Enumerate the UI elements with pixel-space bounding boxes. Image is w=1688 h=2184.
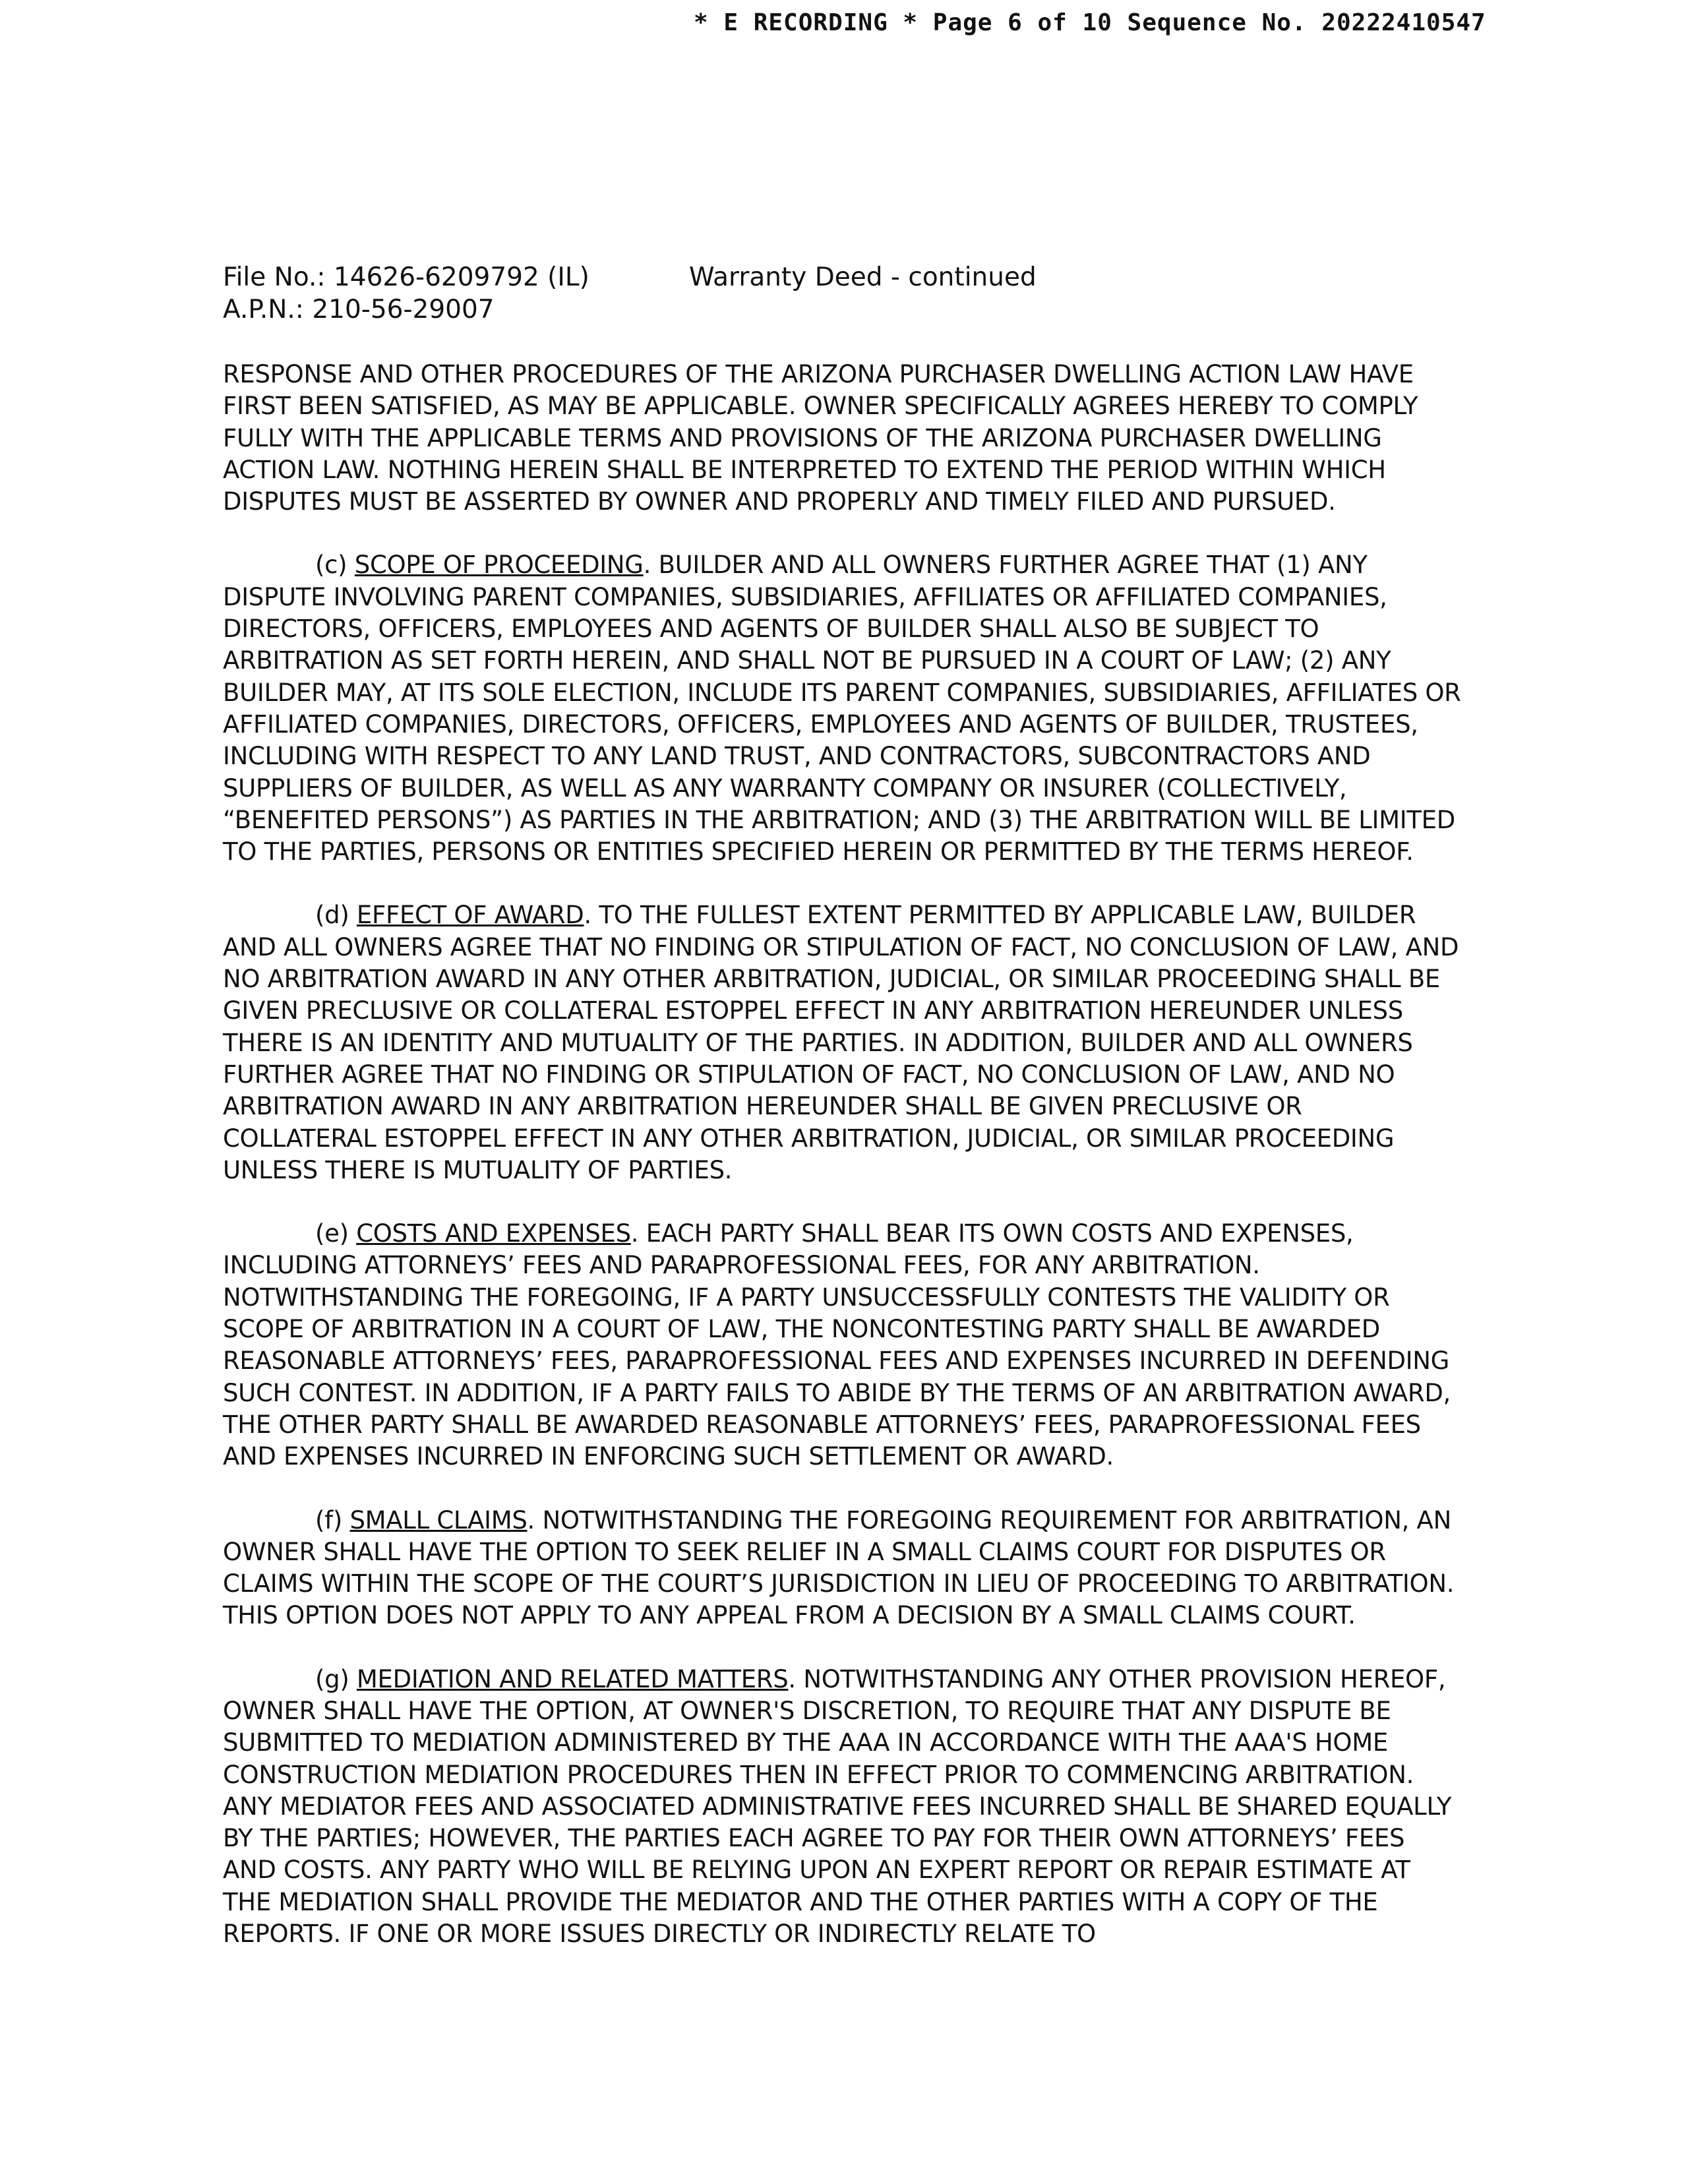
paragraph-scope-of-proceeding — [223, 549, 1462, 868]
paragraph-text: . NOTWITHSTANDING ANY OTHER PROVISION HEREOF, OWNER SHALL HAVE THE OPTION, AT OWNER'S DISCRETION, TO REQUIRE THAT ANY DISPUTE BE SUBMITTED TO MEDIATION ADMINISTERED BY THE AAA IN ACCORDANCE WITH THE AAA'S HOME CONSTRUCTION MEDIATION PROCEDURES THEN IN EFFECT PRIOR TO COMMENCING ARBITRATION. ANY MEDIATOR FEES AND ASSOCIATED ADMINISTRATIVE FEES INCURRED SHALL BE SHARED EQUALLY BY THE PARTIES; HOWEVER, THE PARTIES EACH AGREE TO PAY FOR THEIR OWN ATTORNEYS’ FEES AND COSTS. ANY PARTY WHO WILL BE RELYING UPON AN EXPERT REPORT OR REPAIR ESTIMATE AT THE MEDIATION SHALL PROVIDE THE MEDIATOR AND THE OTHER PARTIES WITH A COPY OF THE REPORTS. IF ONE OR MORE ISSUES DIRECTLY OR INDIRECTLY RELATE TO — [223, 1664, 1452, 1949]
paragraph-prefix: (d) — [315, 901, 357, 930]
recording-header: * E RECORDING * Page 6 of 10 Sequence No. 20222410547 — [694, 9, 1486, 36]
paragraph-heading: COSTS AND EXPENSES — [356, 1219, 631, 1248]
paragraph-text: . TO THE FULLEST EXTENT PERMITTED BY APPLICABLE LAW, BUILDER AND ALL OWNERS AGREE THAT NO FINDING OR STIPULATION OF FACT, NO CONCLUSION OF LAW, AND NO ARBITRATION AWARD IN ANY OTHER ARBITRATION, JUDICIAL, OR SIMILAR PROCEEDING SHALL BE GIVEN PRECLUSIVE OR COLLATERAL ESTOPPEL EFFECT IN ANY ARBITRATION HEREUNDER UNLESS THERE IS AN IDENTITY AND MUTUALITY OF THE PARTIES. IN ADDITION, BUILDER AND ALL OWNERS FURTHER AGREE THAT NO FINDING OR STIPULATION OF FACT, NO CONCLUSION OF LAW, AND NO ARBITRATION AWARD IN ANY ARBITRATION HEREUNDER SHALL BE GIVEN PRECLUSIVE OR COLLATERAL ESTOPPEL EFFECT IN ANY OTHER ARBITRATION, JUDICIAL, OR SIMILAR PROCEEDING UNLESS THERE IS MUTUALITY OF PARTIES. — [223, 901, 1459, 1184]
paragraph-heading: EFFECT OF AWARD — [356, 901, 584, 930]
file-number: File No.: 14626-6209792 (IL) — [223, 262, 589, 292]
paragraph-text: . EACH PARTY SHALL BEAR ITS OWN COSTS AND EXPENSES, INCLUDING ATTORNEYS’ FEES AND PARAPROFESSIONAL FEES, FOR ANY ARBITRATION. NOTWITHSTANDING THE FOREGOING, IF A PARTY UNSUCCESSFULLY CONTESTS THE VALIDITY OR SCOPE OF ARBITRATION IN A COURT OF LAW, THE NONCONTESTING PARTY SHALL BE AWARDED REASONABLE ATTORNEYS’ FEES, PARAPROFESSIONAL FEES AND EXPENSES INCURRED IN DEFENDING SUCH CONTEST. IN ADDITION, IF A PARTY FAILS TO ABIDE BY THE TERMS OF AN ARBITRATION AWARD, THE OTHER PARTY SHALL BE AWARDED REASONABLE ATTORNEYS’ FEES, PARAPROFESSIONAL FEES AND EXPENSES INCURRED IN ENFORCING SUCH SETTLEMENT OR AWARD. — [223, 1219, 1451, 1471]
paragraph-mediation — [223, 1664, 1462, 1951]
paragraph-heading: SMALL CLAIMS — [349, 1505, 528, 1534]
paragraph-continuation — [223, 359, 1462, 518]
file-info — [223, 261, 589, 326]
paragraph-prefix: (c) — [315, 551, 355, 580]
paragraph-text: RESPONSE AND OTHER PROCEDURES OF THE ARIZONA PURCHASER DWELLING ACTION LAW HAVE FIRST BEEN SATISFIED, AS MAY BE APPLICABLE. OWNER SPECIFICALLY AGREES HEREBY TO COMPLY FULLY WITH THE APPLICABLE TERMS AND PROVISIONS OF THE ARIZONA PURCHASER DWELLING ACTION LAW. NOTHING HEREIN SHALL BE INTERPRETED TO EXTEND THE PERIOD WITHIN WHICH DISPUTES MUST BE ASSERTED BY OWNER AND PROPERLY AND TIMELY FILED AND PURSUED. — [223, 360, 1418, 516]
paragraph-text: . NOTWITHSTANDING THE FOREGOING REQUIREMENT FOR ARBITRATION, AN OWNER SHALL HAVE THE OPTION TO SEEK RELIEF IN A SMALL CLAIMS COURT FOR DISPUTES OR CLAIMS WITHIN THE SCOPE OF THE COURT’S JURISDICTION IN LIEU OF PROCEEDING TO ARBITRATION. THIS OPTION DOES NOT APPLY TO ANY APPEAL FROM A DECISION BY A SMALL CLAIMS COURT. — [223, 1505, 1455, 1630]
paragraph-prefix: (e) — [315, 1219, 357, 1248]
paragraph-prefix: (g) — [315, 1664, 357, 1693]
paragraph-effect-of-award — [223, 899, 1462, 1186]
paragraph-prefix: (f) — [315, 1505, 350, 1534]
document-title: Warranty Deed - continued — [689, 262, 1037, 292]
apn-number: A.P.N.: 210-56-29007 — [223, 295, 495, 324]
paragraph-heading: MEDIATION AND RELATED MATTERS — [356, 1664, 789, 1693]
deed-body — [223, 359, 1462, 1982]
paragraph-small-claims — [223, 1505, 1462, 1632]
paragraph-text: . BUILDER AND ALL OWNERS FURTHER AGREE THAT (1) ANY DISPUTE INVOLVING PARENT COMPANIES, SUBSIDIARIES, AFFILIATES OR AFFILIATED COMPANIES, DIRECTORS, OFFICERS, EMPLOYEES AND AGENTS OF BUILDER SHALL ALSO BE SUBJECT TO ARBITRATION AS SET FORTH HEREIN, AND SHALL NOT BE PURSUED IN A COURT OF LAW; (2) ANY BUILDER MAY, AT ITS SOLE ELECTION, INCLUDE ITS PARENT COMPANIES, SUBSIDIARIES, AFFILIATES OR AFFILIATED COMPANIES, DIRECTORS, OFFICERS, EMPLOYEES AND AGENTS OF BUILDER, TRUSTEES, INCLUDING WITH RESPECT TO ANY LAND TRUST, AND CONTRACTORS, SUBCONTRACTORS AND SUPPLIERS OF BUILDER, AS WELL AS ANY WARRANTY COMPANY OR INSURER (COLLECTIVELY, “BENEFITED PERSONS”) AS PARTIES IN THE ARBITRATION; AND (3) THE ARBITRATION WILL BE LIMITED TO THE PARTIES, PERSONS OR ENTITIES SPECIFIED HEREIN OR PERMITTED BY THE TERMS HEREOF. — [223, 551, 1461, 866]
paragraph-costs-and-expenses — [223, 1218, 1462, 1472]
paragraph-heading: SCOPE OF PROCEEDING — [354, 551, 644, 580]
